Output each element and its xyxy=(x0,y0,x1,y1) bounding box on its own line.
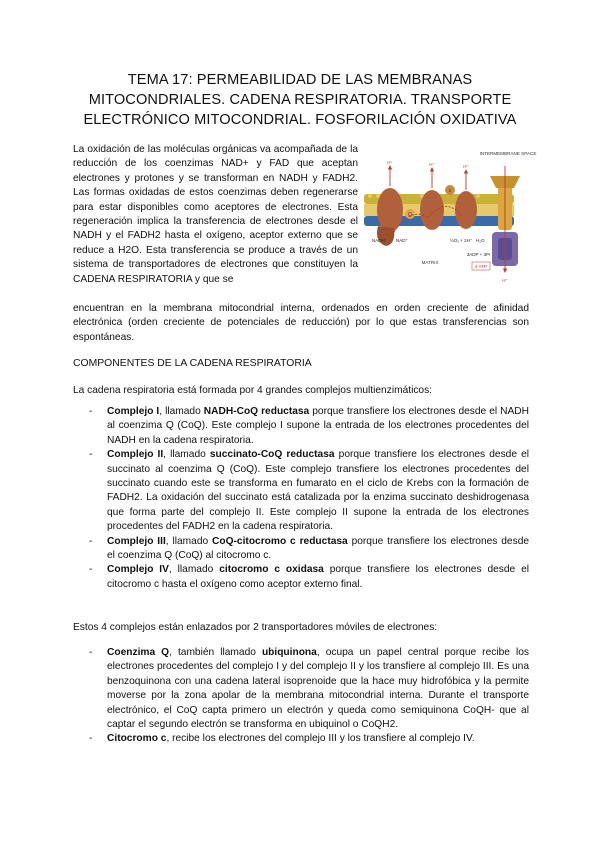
intro-paragraph: La oxidación de las moléculas orgánicas va acompañada de la reducción de los coenzimas NAD+ y FAD que aceptan electrones y protones y se transforman en NADH y FADH2. Las formas oxidadas de estos coenzimas deben regenerarse para estar disponibles como aceptores de electrones. Esta regeneración implica la transferencia de electrones desde el NADH y el FADH2 hasta el oxígeno, aceptor externo que se reduce a H2O. Esta transferencia se produce a través de un sistema de transportadores de electrones que constituyen la CADENA RESPIRATORIA y que se xyxy=(73,144,358,285)
adp-label: 3ADP + 3Pi xyxy=(466,252,490,257)
enzyme-name: CoQ-citocromo c reductasa xyxy=(212,535,348,547)
carriers-intro: Estos 4 complejos están enlazados por 2 transportadores móviles de electrones: xyxy=(73,622,438,633)
title-line-1: TEMA 17: PERMEABILIDAD DE LAS MEMBRANAS xyxy=(127,72,473,88)
complex-description: porque transfiere los electrones desde el coenzima Q (CoQ) al citocromo c. xyxy=(107,535,530,562)
complex-description: porque transfiere los electrones desde el citocromo c hasta el oxígeno como aceptor externo final. xyxy=(107,564,530,590)
carrier-description: , ocupa un papel central porque recibe los electrones procedentes del complejo I y del complejo II y los transfiere al complejo III. Es una benzoquinona con una cadena lateral isoprenoide que la hace muy hidrofóbica y la permite moverse por la zona apolar de la membrana mitocondrial interna. Durante el transporte electrónico, el CoQ capta primero un electrón y queda como semiquinona CoQH- que al captar el segundo electrón se transforma en ubiquinol o CoQH2. xyxy=(107,647,529,731)
proton-label-matrix: H⁺ xyxy=(502,278,508,283)
list-dash: - xyxy=(89,449,93,461)
intermembrane-label: INTERMEMBRANE SPACE xyxy=(479,151,537,156)
proton-label-3: H⁺ xyxy=(463,164,469,169)
enzyme-name: citocromo c oxidasa xyxy=(219,564,324,576)
carrier-alias: ubiquinona xyxy=(261,647,317,658)
title-line-2: MITOCONDRIALES. CADENA RESPIRATORIA. TRANSPORTE xyxy=(88,92,512,108)
list-item-cytochrome-c xyxy=(73,732,529,746)
complex-name: Complejo II xyxy=(107,449,164,461)
respiratory-chain-figure xyxy=(362,146,537,294)
page-title xyxy=(60,70,540,130)
enzyme-name: NADH-CoQ reductasa xyxy=(203,406,310,417)
title-line-3: ELECTRÓNICO MITOCONDRIAL. FOSFORILACIÓN OXIDATIVA xyxy=(83,112,517,128)
coq-label: Q xyxy=(408,212,412,218)
complex-description: porque transfiere los electrones desde el NADH al coenzima Q (CoQ). Este complejo I supone la entrada de los electrones procedentes del NADH en la cadena respiratoria. xyxy=(107,406,529,446)
water-label: H₂O xyxy=(476,238,485,243)
complex-name: Complejo IV xyxy=(107,564,169,576)
complex-iii-shape xyxy=(420,190,444,230)
list-dash: - xyxy=(89,535,93,547)
list-item-complex-i: - Complejo I, llamado NADH-CoQ reductasa porque transfiere los electrones desde el NADH al coenzima Q (CoQ). Este complejo I supone la entrada de los electrones procedentes del NADH en la cadena respiratoria. xyxy=(89,406,529,446)
proton-label-1: H⁺ xyxy=(387,160,393,165)
carrier-name: Citocromo c xyxy=(107,733,167,745)
complexes-list xyxy=(73,405,529,592)
carrier-name: Coenzima Q xyxy=(107,647,170,658)
oxygen-label: ½O₂ + 2H⁺ xyxy=(450,238,473,243)
list-dash: - xyxy=(89,564,93,576)
cytochrome-c-label: c xyxy=(448,188,452,194)
list-dash: - xyxy=(89,406,93,417)
complex-i-arm xyxy=(377,226,394,246)
complex-name: Complejo III xyxy=(107,535,166,547)
list-item-coenzyme-q: - Coenzima Q, también llamado ubiquinona, ocupa un papel central porque recibe los electrones procedentes del complejo I y del complejo II y los transfiere al complejo III. Es una benzoquinona con una cadena lateral isoprenoide que la hace muy hidrofóbica y la permite moverse por la zona apolar de la membrana mitocondrial interna. Durante el transporte electrónico, el CoQ capta primero un electrón y queda como semiquinona CoQH- que al captar el segundo electrón se transforma en ubiquinol o CoQH2. xyxy=(89,647,529,731)
list-dash: - xyxy=(89,647,93,658)
complex-description: porque transfiere los electrones desde el succinato al coenzima Q (CoQ). Este complejo transfiere los electrones procedentes del succinato cuando este se transforma en fumarato en el ciclo de Krebs con la formación de FADH2. La oxidación del succinato está catalizada por la enzima succinato deshidrogenasa que forma parte del complejo II. Este complejo II supone la entrada de los electrones procedentes del FADH2 en la cadena respiratoria. xyxy=(107,449,530,533)
atp-label: 3 ATP xyxy=(474,264,488,269)
list-item-complex-iii: - Complejo III, llamado CoQ-citocromo c reductasa porque transfiere los electrones desde el coenzima Q (CoQ) al citocromo c. xyxy=(89,535,530,562)
proton-label-2: H⁺ xyxy=(429,162,435,167)
nadh-label: NADH xyxy=(372,238,385,243)
complex-name: Complejo I xyxy=(107,406,160,417)
list-item-complex-ii: - Complejo II, llamado succinato-CoQ reductasa porque transfiere los electrones desde el succinato al coenzima Q (CoQ). Este complejo transfiere los electrones procedentes del succinato cuando este se transforma en fumarato en el ciclo de Krebs con la formación de FADH2. La oxidación del succinato está catalizada por la enzima succinato deshidrogenasa que forma parte del complejo II. Este complejo II supone la entrada de los electrones procedentes del FADH2 en la cadena respiratoria. xyxy=(89,449,530,533)
matrix-label: MATRIX xyxy=(421,260,439,265)
list-item-complex-iv: - Complejo IV, llamado citocromo c oxidasa porque transfiere los electrones desde el citocromo c hasta el oxígeno como aceptor externo final. xyxy=(89,564,530,590)
list-dash: - xyxy=(89,733,93,745)
section-heading: COMPONENTES DE LA CADENA RESPIRATORIA xyxy=(73,358,312,369)
carrier-description: , recibe los electrones del complejo III y los transfiere al complejo IV. xyxy=(166,733,475,745)
intro-paragraph-continued: encuentran en la membrana mitocondrial interna, ordenados en orden creciente de afinidad electrónica (orden creciente de potenciales de reducción) por lo que estas transferencias son espontáneas. xyxy=(73,303,529,343)
enzyme-name: succinato-CoQ reductasa xyxy=(209,449,335,461)
complex-iv-shape xyxy=(455,191,477,229)
complexes-intro: La cadena respiratoria está formada por 4 grandes complejos multienzimáticos: xyxy=(73,385,433,396)
nad-label: NAD⁺ xyxy=(396,238,408,243)
carriers-list xyxy=(73,646,529,747)
